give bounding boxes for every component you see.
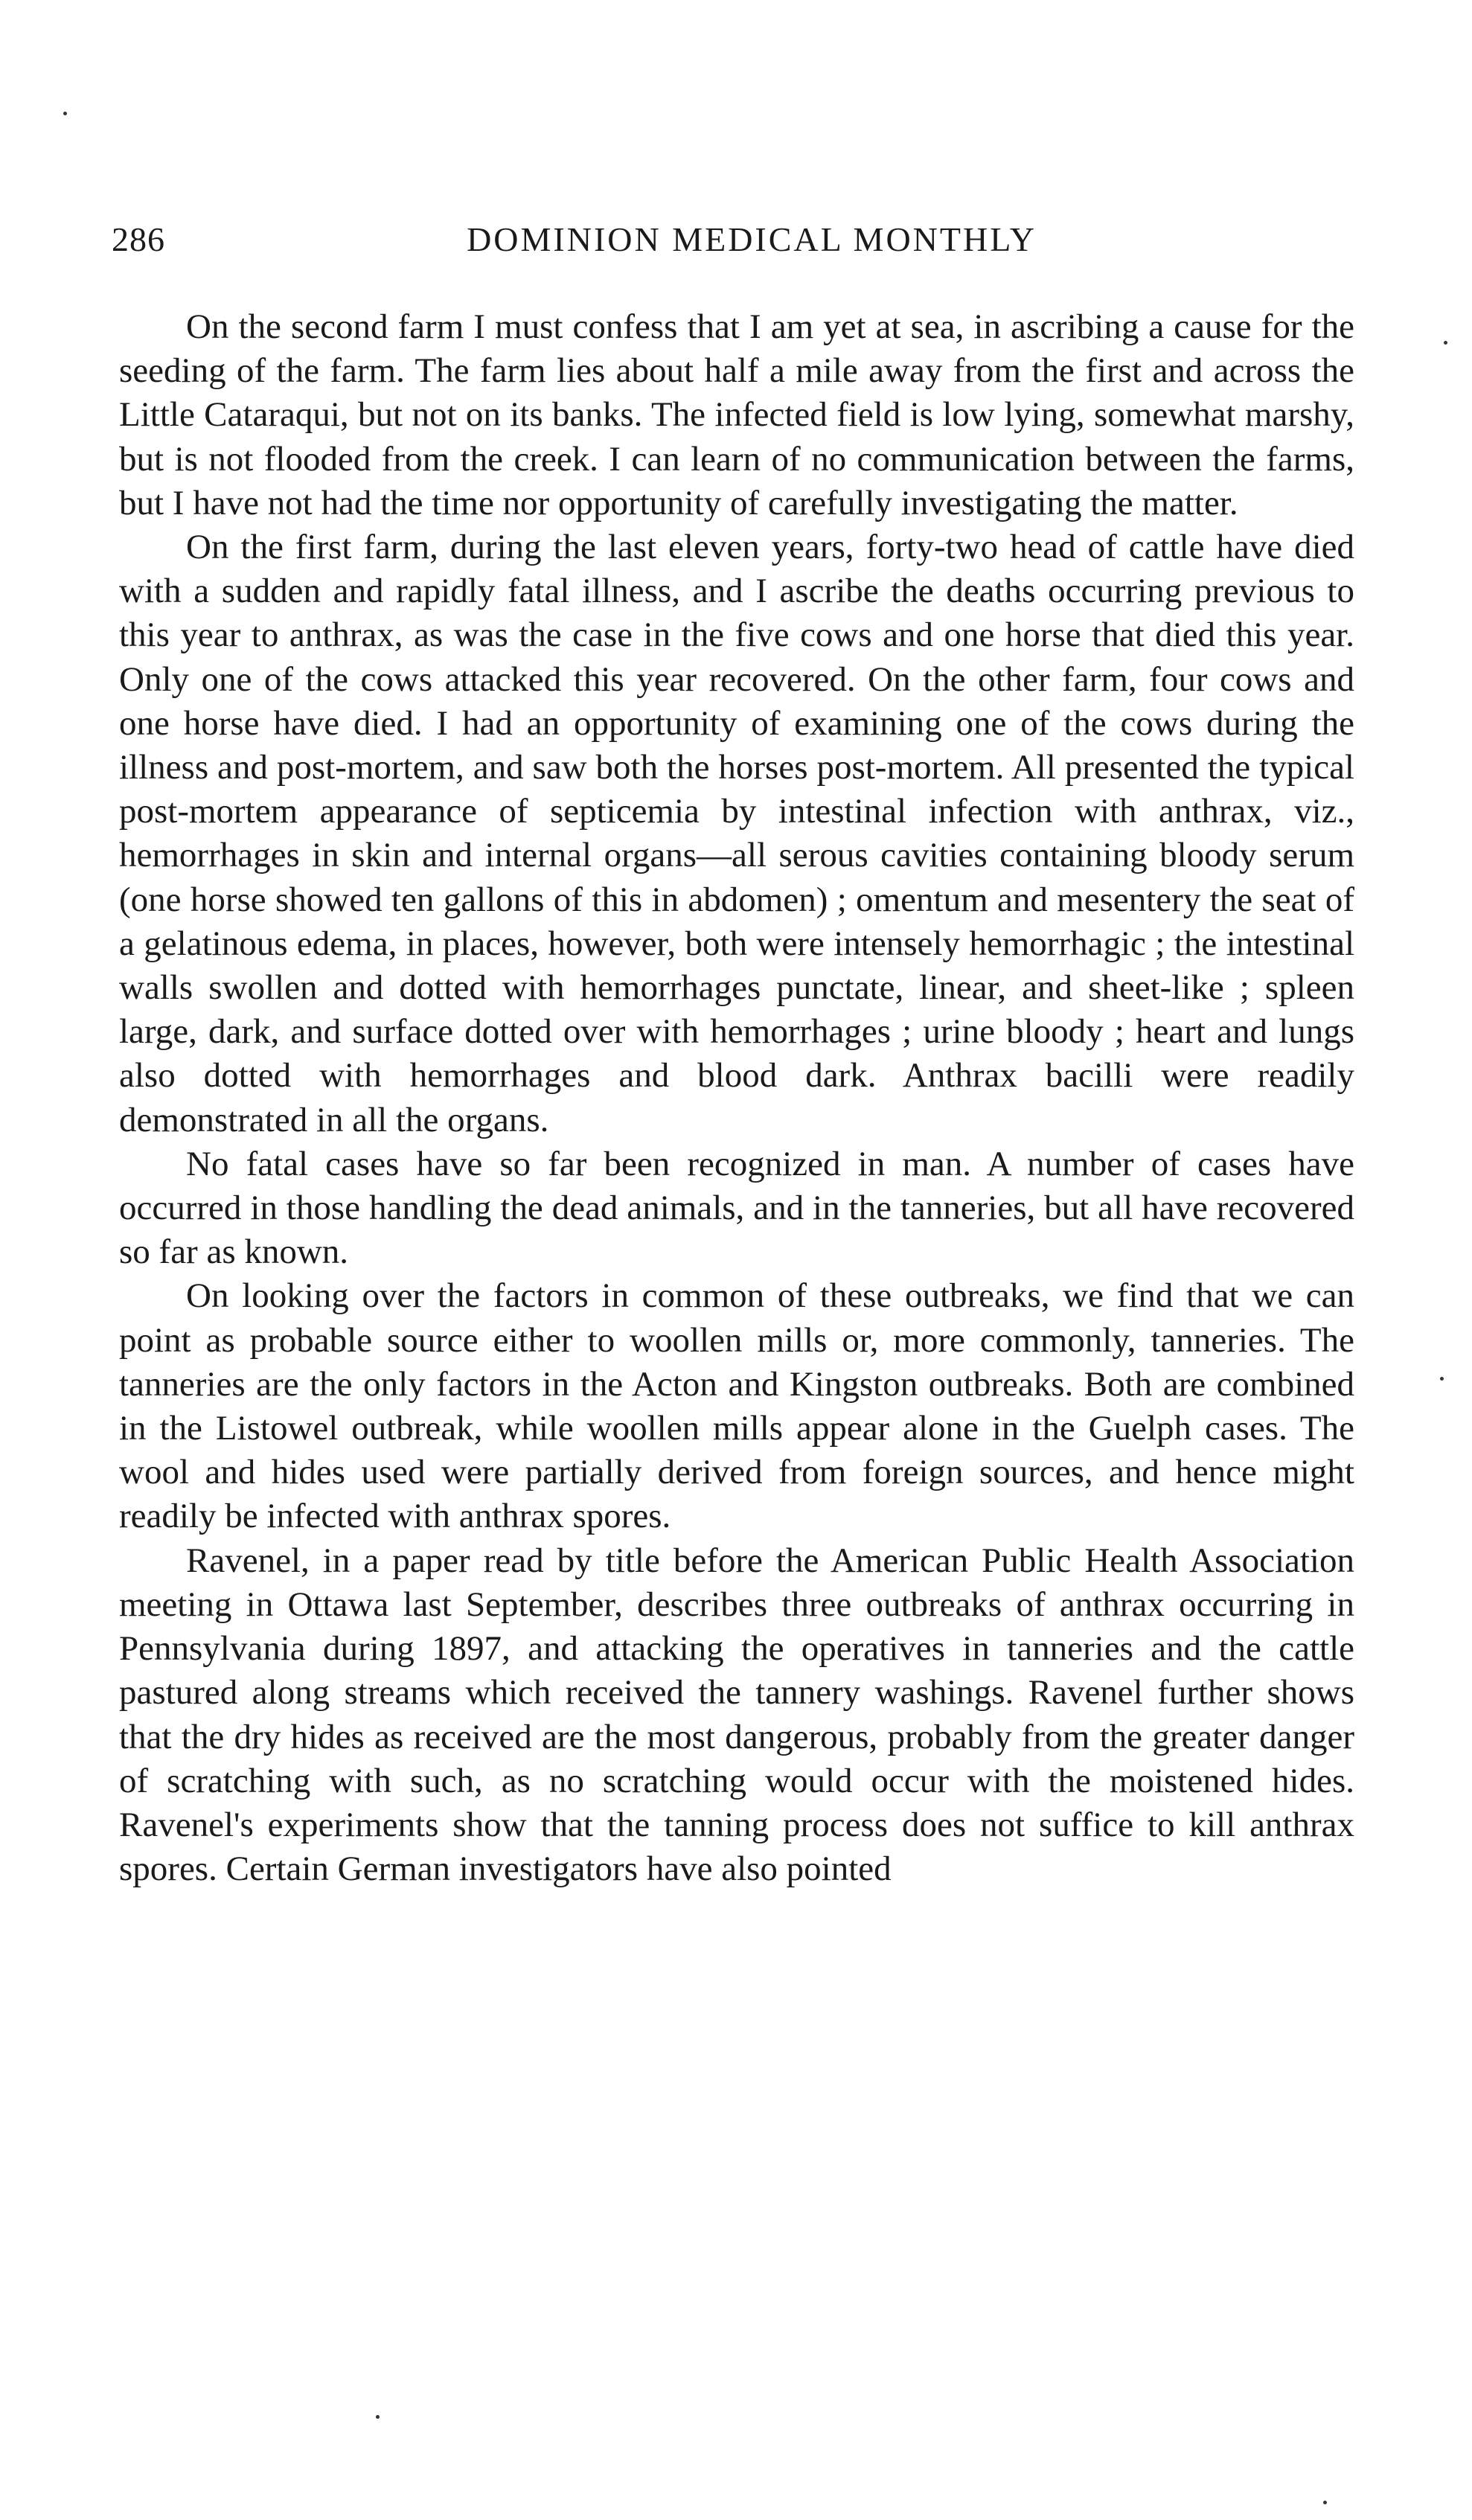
scan-speck [376, 2415, 380, 2419]
page-number: 286 [112, 220, 165, 258]
paragraph: Ravenel, in a paper read by title before the American Public Health Association meeting in Ottawa last September, describes three outbreaks of anthrax occurring in Pennsylvania during 1897, and attacking the operatives in tanneries and the cattle pastured along streams which received the tannery washings. Ravenel further shows that the dry hides as received are the most dangerous, probably from the greater danger of scratching with such, as no scratching would occur with the moistened hides. Ravenel's experiments show that the tanning process does not suffice to kill anthrax spores. Certain German investigators have also pointed [119, 1541, 1354, 1889]
page-header [112, 220, 1362, 264]
scan-speck [63, 112, 67, 115]
paragraph: On the second farm I must confess that I am yet at sea, in ascribing a cause for the seeding of the farm. The farm lies about half a mile away from the first and across the Little Cataraqui, but not on its banks. The infected field is low lying, somewhat marshy, but is not flooded from the creek. I can learn of no communication between the farms, but I have not had the time nor opportunity of carefully investigating the matter. [119, 307, 1354, 522]
running-head: DOMINION MEDICAL MONTHLY [467, 220, 1037, 258]
paragraph: No fatal cases have so far been recognized in man. A number of cases have occurred in those handling the dead animals, and in the tanneries, but all have recovered so far as known. [119, 1144, 1354, 1272]
scan-speck [1440, 1377, 1444, 1381]
scan-speck [1323, 2501, 1327, 2504]
scan-speck [1444, 341, 1447, 345]
paragraph: On looking over the factors in common of these outbreaks, we find that we can point as probable source either to woollen mills or, more commonly, tanneries. The tanneries are the only factors in the Acton and Kingston outbreaks. Both are combined in the Listowel outbreak, while woollen mills appear alone in the Guelph cases. The wool and hides used were partially derived from foreign sources, and hence might readily be infected with anthrax spores. [119, 1276, 1354, 1536]
paragraph: On the first farm, during the last eleven years, forty-two head of cattle have died with a sudden and rapidly fatal illness, and I ascribe the deaths occurring previous to this year to anthrax, as was the case in the five cows and one horse that died this year. Only one of the cows attacked this year recovered. On the other farm, four cows and one horse have died. I had an opportunity of examining one of the cows during the illness and post-mortem, and saw both the horses post-mortem. All presented the typical post-mortem appearance of septicemia by intestinal infection with anthrax, viz., hemorrhages in skin and internal organs—all serous cavities containing bloody serum (one horse showed ten gallons of this in abdomen) ; omentum and mesentery the seat of a gelatinous edema, in places, however, both were intensely hemorrhagic ; the intestinal walls swollen and dotted with hemorrhages punctate, linear, and sheet-like ; spleen large, dark, and surface dotted over with hemorrhages ; urine bloody ; heart and lungs also dotted with hemorrhages and blood dark. Anthrax bacilli were readily demonstrated in all the organs. [119, 528, 1354, 1139]
body-text [119, 305, 1354, 1891]
